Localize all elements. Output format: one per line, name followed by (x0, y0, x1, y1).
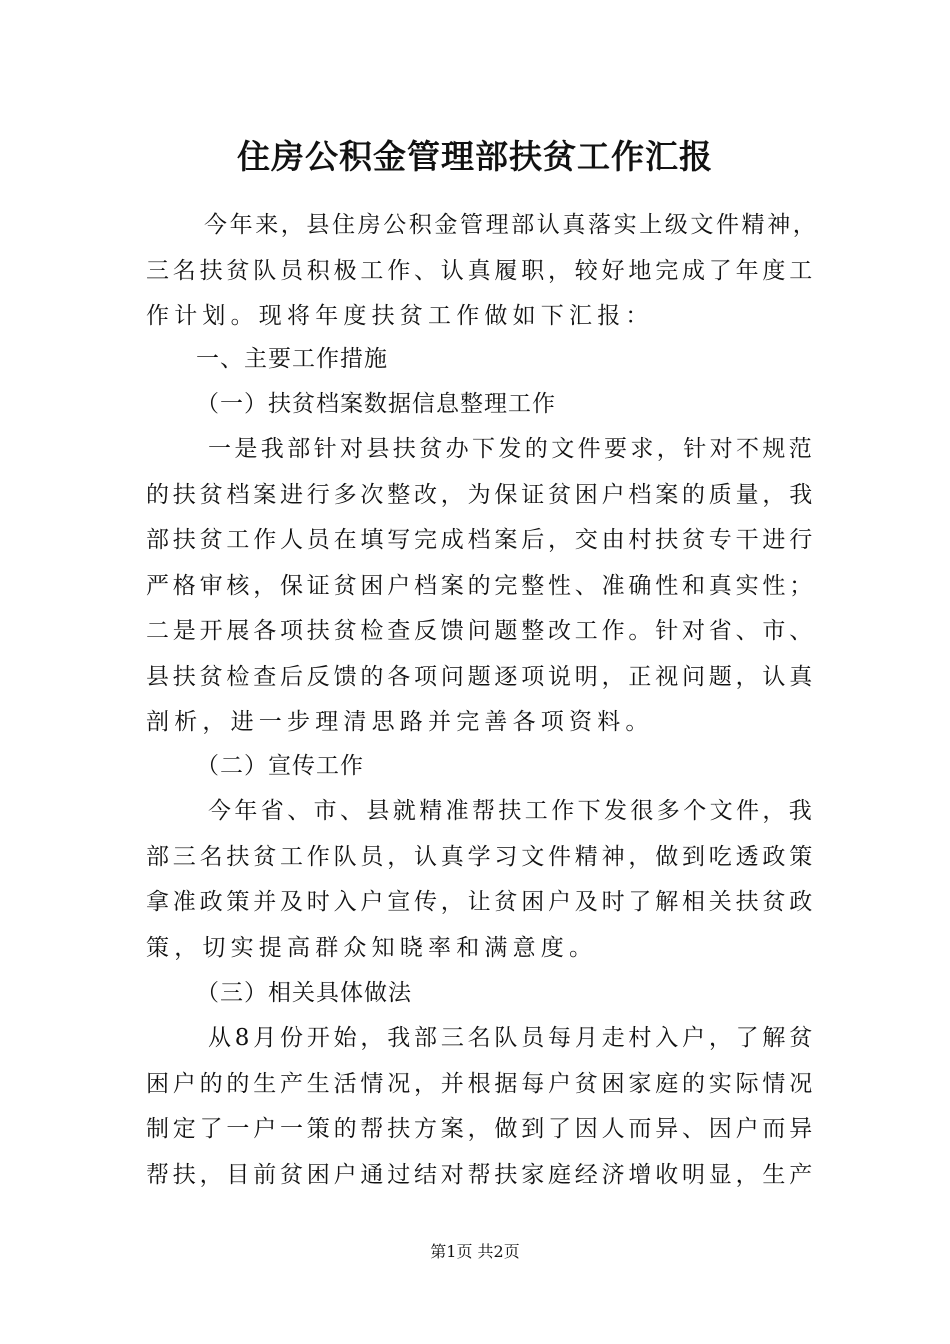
subsection-heading: （二）宣传工作 (196, 753, 364, 779)
paragraph-line: 部扶贫工作人员在填写完成档案后，交由村扶贫专干进行 (146, 527, 816, 553)
paragraph-line: 部三名扶贫工作队员，认真学习文件精神，做到吃透政策 (146, 843, 816, 870)
paragraph-line: 严格审核，保证贫困户档案的完整性、准确性和真实性； (146, 572, 816, 599)
paragraph-line: 制定了一户一策的帮扶方案，做到了因人而异、因户而异 (146, 1116, 816, 1142)
subsection-2-paragraph (146, 789, 818, 971)
paragraph-line: 今年来，县住房公积金管理部认真落实上级文件精神， (204, 212, 819, 238)
paragraph-line: 县扶贫检查后反馈的各项问题逐项说明，正视问题，认真 (146, 663, 816, 690)
paragraph-line: 拿准政策并及时入户宣传，让贫困户及时了解相关扶贫政 (146, 889, 816, 915)
subsection-heading: （一）扶贫档案数据信息整理工作 (196, 391, 556, 417)
paragraph-line: 策，切实提高群众知晓率和满意度。 (146, 934, 598, 961)
paragraph-line: 今年省、市、县就精准帮扶工作下发很多个文件，我 (208, 798, 816, 824)
subsection-heading: （三）相关具体做法 (196, 980, 412, 1006)
paragraph-line: 帮扶，目前贫困户通过结对帮扶家庭经济增收明显，生产 (146, 1161, 816, 1188)
paragraph-line: 一是我部针对县扶贫办下发的文件要求，针对不规范 (208, 436, 816, 462)
page-title: 住房公积金管理部扶贫工作汇报 (237, 137, 713, 176)
paragraph-line: 困户的的生产生活情况，并根据每户贫困家庭的实际情况 (146, 1070, 816, 1097)
subsection-3-paragraph (146, 1016, 818, 1198)
subsection-1-paragraph (146, 427, 818, 746)
intro-paragraph (146, 203, 818, 340)
paragraph-line: 的扶贫档案进行多次整改，为保证贫困户档案的质量，我 (146, 481, 816, 508)
paragraph-line: 从8月份开始，我部三名队员每月走村入户，了解贫 (208, 1025, 817, 1051)
page-footer: 第1页 共2页 (430, 1242, 520, 1261)
section-heading: 一、主要工作措施 (196, 346, 388, 372)
paragraph-line: 作计划。现将年度扶贫工作做如下汇报： (146, 303, 654, 329)
paragraph-line: 三名扶贫队员积极工作、认真履职，较好地完成了年度工 (146, 257, 816, 284)
paragraph-line: 二是开展各项扶贫检查反馈问题整改工作。针对省、市、 (146, 618, 816, 644)
paragraph-line: 剖析，进一步理清思路并完善各项资料。 (146, 709, 654, 735)
